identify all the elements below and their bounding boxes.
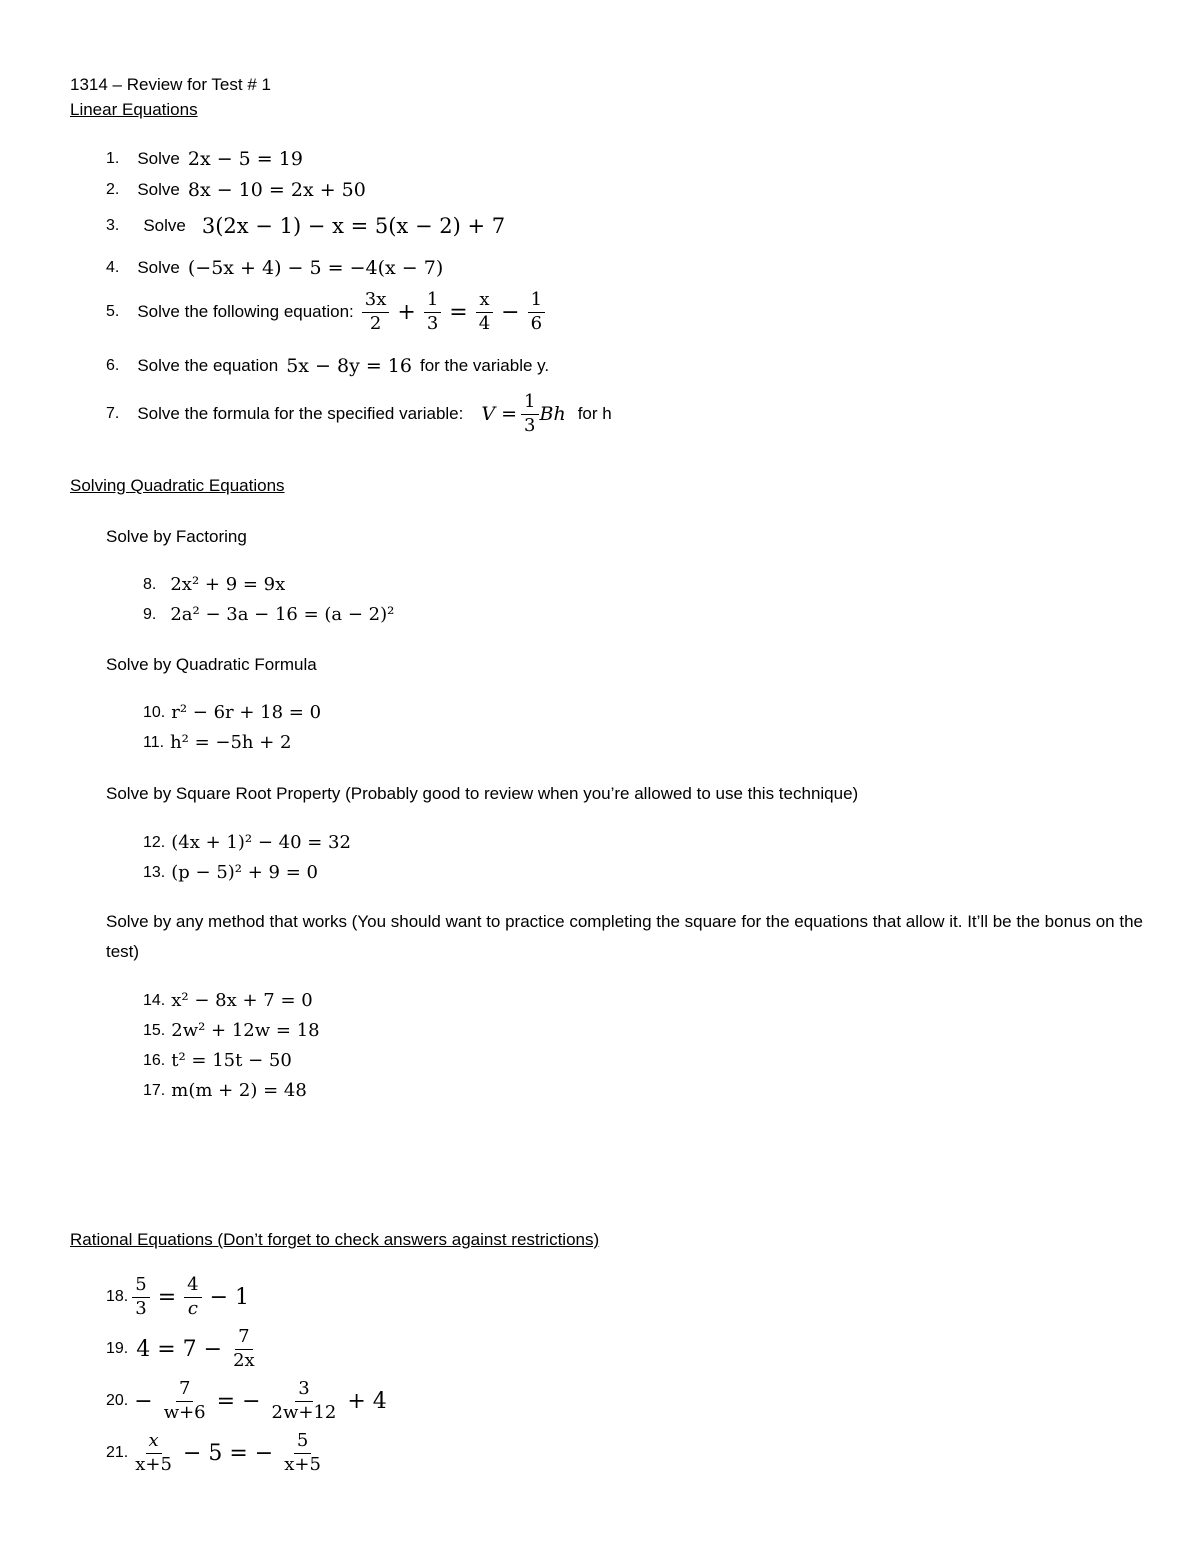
equation: (−5x + 4) − 5 = −4(x − 7): [187, 257, 444, 279]
fraction: $\frac{5}{3}$: [132, 1276, 149, 1319]
problem-number: 20.: [106, 1392, 129, 1410]
operator: =: [449, 299, 468, 325]
problem-10: [143, 702, 321, 723]
equation: t² = 15t − 50: [171, 1050, 292, 1071]
problem-tail: for h: [577, 404, 612, 424]
problem-3: [106, 214, 505, 238]
equation: (p − 5)² + 9 = 0: [171, 862, 318, 883]
problem-number: 3.: [106, 217, 120, 234]
problem-number: 13.: [143, 863, 166, 881]
fraction: $\frac{5}{x+5}$: [284, 1430, 321, 1475]
operator: = −: [216, 1388, 261, 1414]
problem-number: 15.: [143, 1021, 166, 1039]
problem-number: 16.: [143, 1051, 166, 1069]
fraction: $\frac{1}{6}$: [528, 291, 545, 334]
operator: − 5 = −: [182, 1440, 274, 1466]
fraction: $\frac{1}{3}$: [424, 291, 441, 334]
fraction: $\frac{3}{2w+12}$: [271, 1378, 337, 1423]
equation: m(m + 2) = 48: [171, 1080, 307, 1101]
section-heading-linear: Linear Equations: [70, 100, 198, 119]
problem-17: [143, 1080, 307, 1101]
operator: 4 = 7 −: [136, 1336, 223, 1362]
problem-2: [106, 179, 366, 201]
subheading-any-method: Solve by any method that works (You should want to practice completing the square for the equations that allow it. It’ll be the bonus on the test): [106, 912, 1143, 961]
equation: 8x − 10 = 2x + 50: [187, 179, 366, 201]
operator: =: [157, 1284, 177, 1310]
operator: + 4: [347, 1388, 387, 1414]
equation: 2w² + 12w = 18: [171, 1020, 320, 1041]
equation: (4x + 1)² − 40 = 32: [171, 832, 351, 853]
problem-21: [106, 1432, 328, 1475]
equation: x² − 8x + 7 = 0: [171, 990, 313, 1011]
problem-number: 10.: [143, 703, 166, 721]
problem-number: 12.: [143, 833, 166, 851]
problem-label: Solve: [137, 258, 180, 277]
problem-1: [106, 148, 303, 170]
problem-13: [143, 862, 318, 883]
problem-tail: for the variable y.: [420, 356, 550, 375]
problem-number: 14.: [143, 991, 166, 1009]
operator: −: [134, 1388, 153, 1414]
problem-number: 19.: [106, 1340, 129, 1358]
page-title: 1314 – Review for Test # 1: [70, 75, 271, 94]
equation: h² = −5h + 2: [170, 732, 292, 753]
fraction: $\frac{x}{x+5}$: [135, 1430, 172, 1475]
problem-number: 18.: [106, 1288, 129, 1306]
problem-11: [143, 732, 292, 753]
fraction: $\frac{3x}{2}$: [362, 291, 390, 334]
problem-label: Solve: [137, 149, 180, 168]
subheading-square-root: Solve by Square Root Property (Probably good to review when you’re allowed to use this technique): [106, 784, 859, 803]
problem-number: 6.: [106, 357, 120, 374]
operator: −: [501, 299, 520, 325]
equation: 2x − 5 = 19: [187, 148, 303, 170]
subheading-quadratic-formula: Solve by Quadratic Formula: [106, 655, 317, 674]
formula-rhs: Bh: [539, 403, 566, 426]
problem-6: [106, 355, 549, 377]
equation: 2a² − 3a − 16 = (a − 2)²: [170, 604, 395, 625]
fraction: $\frac{7}{w+6}$: [163, 1378, 206, 1423]
operator: − 1: [209, 1284, 250, 1310]
problem-number: 11.: [143, 733, 165, 751]
problem-8: [143, 574, 285, 595]
operator: +: [397, 299, 416, 325]
problem-number: 2.: [106, 181, 120, 198]
problem-14: [143, 990, 313, 1011]
problem-16: [143, 1050, 292, 1071]
subheading-factoring: Solve by Factoring: [106, 527, 247, 546]
equation: 2x² + 9 = 9x: [170, 574, 286, 595]
problem-18: [106, 1276, 253, 1319]
formula-lhs: V =: [481, 403, 518, 426]
fraction: $\frac{x}{4}$: [476, 291, 493, 334]
problem-label: Solve the following equation:: [137, 302, 354, 322]
section-heading-rational: Rational Equations (Don’t forget to check answers against restrictions): [70, 1230, 600, 1249]
problem-15: [143, 1020, 320, 1041]
problem-label: Solve: [137, 180, 180, 199]
problem-9: [143, 604, 394, 625]
equation: 3(2x − 1) − x = 5(x − 2) + 7: [201, 214, 506, 238]
problem-label: Solve the formula for the specified variable:: [137, 404, 464, 424]
equation: 5x − 8y = 16: [286, 355, 412, 377]
problem-number: 1.: [106, 150, 120, 167]
problem-number: 17.: [143, 1081, 166, 1099]
problem-12: [143, 832, 351, 853]
section-heading-quadratic: Solving Quadratic Equations: [70, 476, 285, 495]
fraction: $\frac{1}{3}$: [521, 393, 538, 436]
problem-20: [106, 1380, 391, 1423]
problem-number: 5.: [106, 303, 120, 321]
problem-label: Solve: [143, 216, 186, 235]
problem-5: [106, 291, 549, 334]
problem-7: [106, 393, 612, 436]
problem-number: 8.: [143, 575, 157, 593]
equation: r² − 6r + 18 = 0: [171, 702, 322, 723]
problem-number: 4.: [106, 259, 120, 276]
problem-4: [106, 257, 443, 279]
problem-19: [106, 1328, 262, 1371]
problem-number: 21.: [106, 1444, 129, 1462]
fraction: $\frac{4}{c}$: [184, 1276, 201, 1319]
fraction: $\frac{7}{2x}$: [233, 1326, 255, 1371]
problem-label: Solve the equation: [137, 356, 279, 375]
problem-number: 9.: [143, 605, 157, 623]
problem-number: 7.: [106, 405, 120, 423]
